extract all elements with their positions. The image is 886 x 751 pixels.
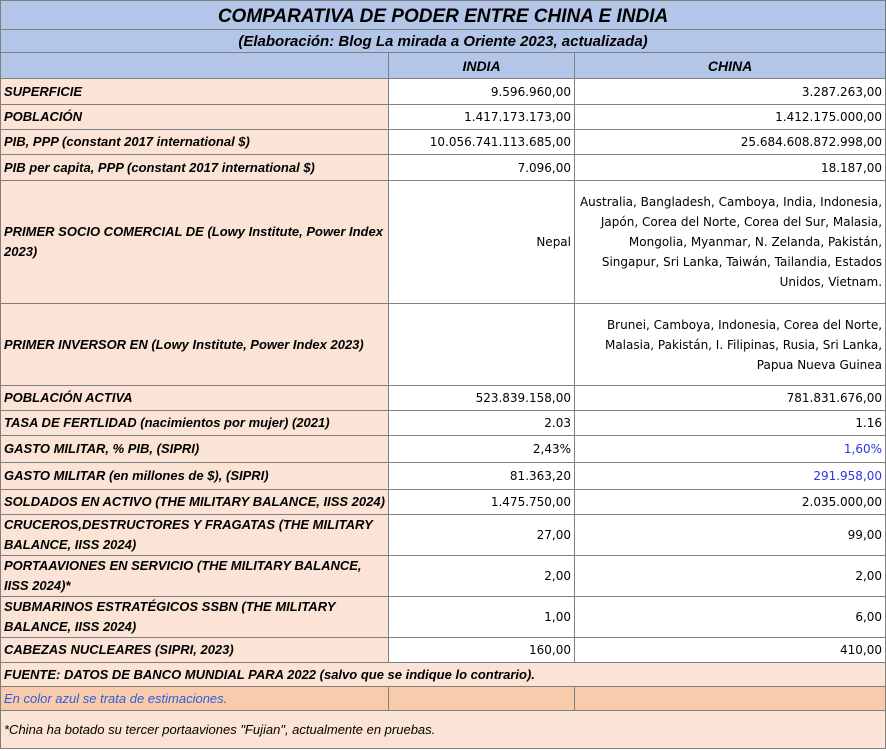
table-row <box>1 304 886 386</box>
china-value: 781.831.676,00 <box>575 386 886 411</box>
table-row <box>1 130 886 155</box>
column-header-china: CHINA <box>575 53 886 79</box>
india-value: 160,00 <box>389 638 575 663</box>
table-row <box>1 490 886 515</box>
row-label: POBLACIÓN ACTIVA <box>1 386 389 411</box>
row-label: PORTAAVIONES EN SERVICIO (THE MILITARY BALANCE, IISS 2024)* <box>1 556 389 597</box>
china-value: 6,00 <box>575 597 886 638</box>
row-label: SUBMARINOS ESTRATÉGICOS SSBN (THE MILITARY BALANCE, IISS 2024) <box>1 597 389 638</box>
india-value: 27,00 <box>389 515 575 556</box>
china-value: 2.035.000,00 <box>575 490 886 515</box>
india-value: 1.475.750,00 <box>389 490 575 515</box>
china-value: 1.412.175.000,00 <box>575 105 886 130</box>
row-label: PRIMER SOCIO COMERCIAL DE (Lowy Institute, Power Index 2023) <box>1 181 389 304</box>
row-label: TASA DE FERTLIDAD (nacimientos por mujer) (2021) <box>1 411 389 436</box>
india-value: 7.096,00 <box>389 155 575 181</box>
table-row <box>1 181 886 304</box>
table-subtitle: (Elaboración: Blog La mirada a Oriente 2023, actualizada) <box>1 30 886 53</box>
india-value: 9.596.960,00 <box>389 79 575 105</box>
estimate-empty-india <box>389 687 575 711</box>
china-value: 3.287.263,00 <box>575 79 886 105</box>
china-value: Brunei, Camboya, Indonesia, Corea del Norte, Malasia, Pakistán, I. Filipinas, Rusia, Sri Lanka, Papua Nueva Guinea <box>575 304 886 386</box>
china-value: 25.684.608.872.998,00 <box>575 130 886 155</box>
source-note: FUENTE: DATOS DE BANCO MUNDIAL PARA 2022 (salvo que se indique lo contrario). <box>1 663 886 687</box>
table-row <box>1 436 886 463</box>
table-title: COMPARATIVA DE PODER ENTRE CHINA E INDIA <box>1 1 886 30</box>
india-value: 10.056.741.113.685,00 <box>389 130 575 155</box>
table-row <box>1 411 886 436</box>
china-value: 18.187,00 <box>575 155 886 181</box>
china-value: Australia, Bangladesh, Camboya, India, Indonesia, Japón, Corea del Norte, Corea del Sur, Malasia, Mongolia, Myanmar, N. Zelanda, Pakistán, Singapur, Sri Lanka, Taiwán, Tailandia, Estados Unidos, Vietnam. <box>575 181 886 304</box>
table-row <box>1 79 886 105</box>
table-row <box>1 515 886 556</box>
row-label: GASTO MILITAR, % PIB, (SIPRI) <box>1 436 389 463</box>
india-value: 523.839.158,00 <box>389 386 575 411</box>
row-label: SUPERFICIE <box>1 79 389 105</box>
estimate-empty-china <box>575 687 886 711</box>
india-value: Nepal <box>389 181 575 304</box>
table-row <box>1 386 886 411</box>
row-label: GASTO MILITAR (en millones de $), (SIPRI) <box>1 463 389 490</box>
india-value: 2,00 <box>389 556 575 597</box>
india-value: 1.417.173.173,00 <box>389 105 575 130</box>
table-row <box>1 463 886 490</box>
india-value: 2.03 <box>389 411 575 436</box>
column-header-india: INDIA <box>389 53 575 79</box>
china-value: 410,00 <box>575 638 886 663</box>
table-row <box>1 105 886 130</box>
row-label: CRUCEROS,DESTRUCTORES Y FRAGATAS (THE MILITARY BALANCE, IISS 2024) <box>1 515 389 556</box>
row-label: POBLACIÓN <box>1 105 389 130</box>
india-value: 1,00 <box>389 597 575 638</box>
row-label: PIB per capita, PPP (constant 2017 international $) <box>1 155 389 181</box>
row-label: CABEZAS NUCLEARES (SIPRI, 2023) <box>1 638 389 663</box>
table-row <box>1 638 886 663</box>
table-row <box>1 556 886 597</box>
header-empty <box>1 53 389 79</box>
china-value: 2,00 <box>575 556 886 597</box>
china-value-estimate: 1,60% <box>575 436 886 463</box>
india-value <box>389 304 575 386</box>
china-value: 1.16 <box>575 411 886 436</box>
row-label: SOLDADOS EN ACTIVO (THE MILITARY BALANCE, IISS 2024) <box>1 490 389 515</box>
footnote: *China ha botado su tercer portaaviones "Fujian", actualmente en pruebas. <box>1 711 886 749</box>
row-label: PIB, PPP (constant 2017 international $) <box>1 130 389 155</box>
table-row <box>1 597 886 638</box>
china-value-estimate: 291.958,00 <box>575 463 886 490</box>
table-row <box>1 155 886 181</box>
india-value: 2,43% <box>389 436 575 463</box>
row-label: PRIMER INVERSOR EN (Lowy Institute, Power Index 2023) <box>1 304 389 386</box>
estimate-note: En color azul se trata de estimaciones. <box>1 687 389 711</box>
india-value: 81.363,20 <box>389 463 575 490</box>
china-value: 99,00 <box>575 515 886 556</box>
